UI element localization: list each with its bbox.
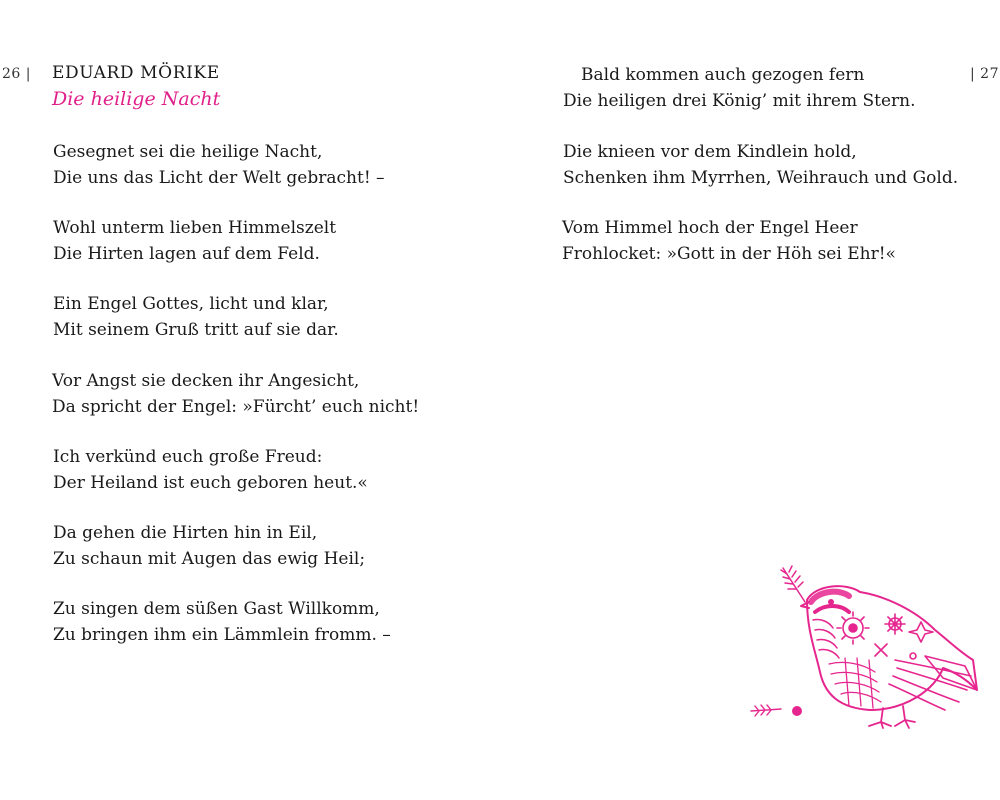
verse-line: Der Heiland ist euch geboren heut.« (53, 472, 368, 493)
stanza (563, 140, 958, 191)
poem-author: EDUARD MÖRIKE (52, 63, 220, 83)
verse-line: Da gehen die Hirten hin in Eil, (53, 523, 318, 543)
bird-illustration (745, 560, 985, 740)
stanza (52, 369, 419, 420)
stanza (53, 140, 385, 191)
stanza (53, 292, 339, 343)
poem-title: Die heilige Nacht (52, 88, 221, 110)
verse-line: Da spricht der Engel: »Fürcht’ euch nicht! (52, 396, 420, 417)
verse-line: Die uns das Licht der Welt gebracht! – (53, 167, 385, 188)
stanza (562, 216, 896, 267)
verse-line: Bald kommen auch gezogen fern (581, 65, 865, 85)
stanza (53, 521, 365, 572)
verse-line: Die knieen vor dem Kindlein hold, (563, 142, 857, 162)
verse-line: Gesegnet sei die heilige Nacht, (53, 142, 323, 162)
verse-line: Ein Engel Gottes, licht und klar, (53, 294, 329, 314)
verse-line: Ich verkünd euch große Freud: (53, 447, 323, 467)
sprig-icon (751, 705, 781, 716)
verse-line: Zu singen dem süßen Gast Willkomm, (53, 599, 380, 619)
verse-line: Vor Angst sie decken ihr Angesicht, (52, 371, 360, 391)
stanza (53, 445, 368, 496)
stanza (53, 597, 391, 648)
verse-line: Schenken ihm Myrrhen, Weihrauch und Gold. (563, 167, 959, 188)
page-number-right: | 27 (970, 66, 999, 82)
stanza (563, 63, 916, 114)
twig-icon (781, 566, 805, 602)
verse-line: Zu schaun mit Augen das ewig Heil; (53, 548, 366, 569)
verse-line: Die Hirten lagen auf dem Feld. (53, 243, 320, 264)
verse-line: Frohlocket: »Gott in der Höh sei Ehr!« (562, 243, 896, 264)
verse-line: Die heiligen drei König’ mit ihrem Stern. (563, 90, 916, 111)
ball-icon (792, 706, 802, 716)
verse-line: Wohl unterm lieben Himmelszelt (53, 218, 337, 238)
verse-line: Zu bringen ihm ein Lämmlein fromm. – (53, 624, 391, 645)
page-number-left: 26 | (2, 66, 31, 82)
stanza (53, 216, 336, 267)
verse-line: Vom Himmel hoch der Engel Heer (562, 218, 858, 238)
verse-line: Mit seinem Gruß tritt auf sie dar. (53, 319, 339, 340)
